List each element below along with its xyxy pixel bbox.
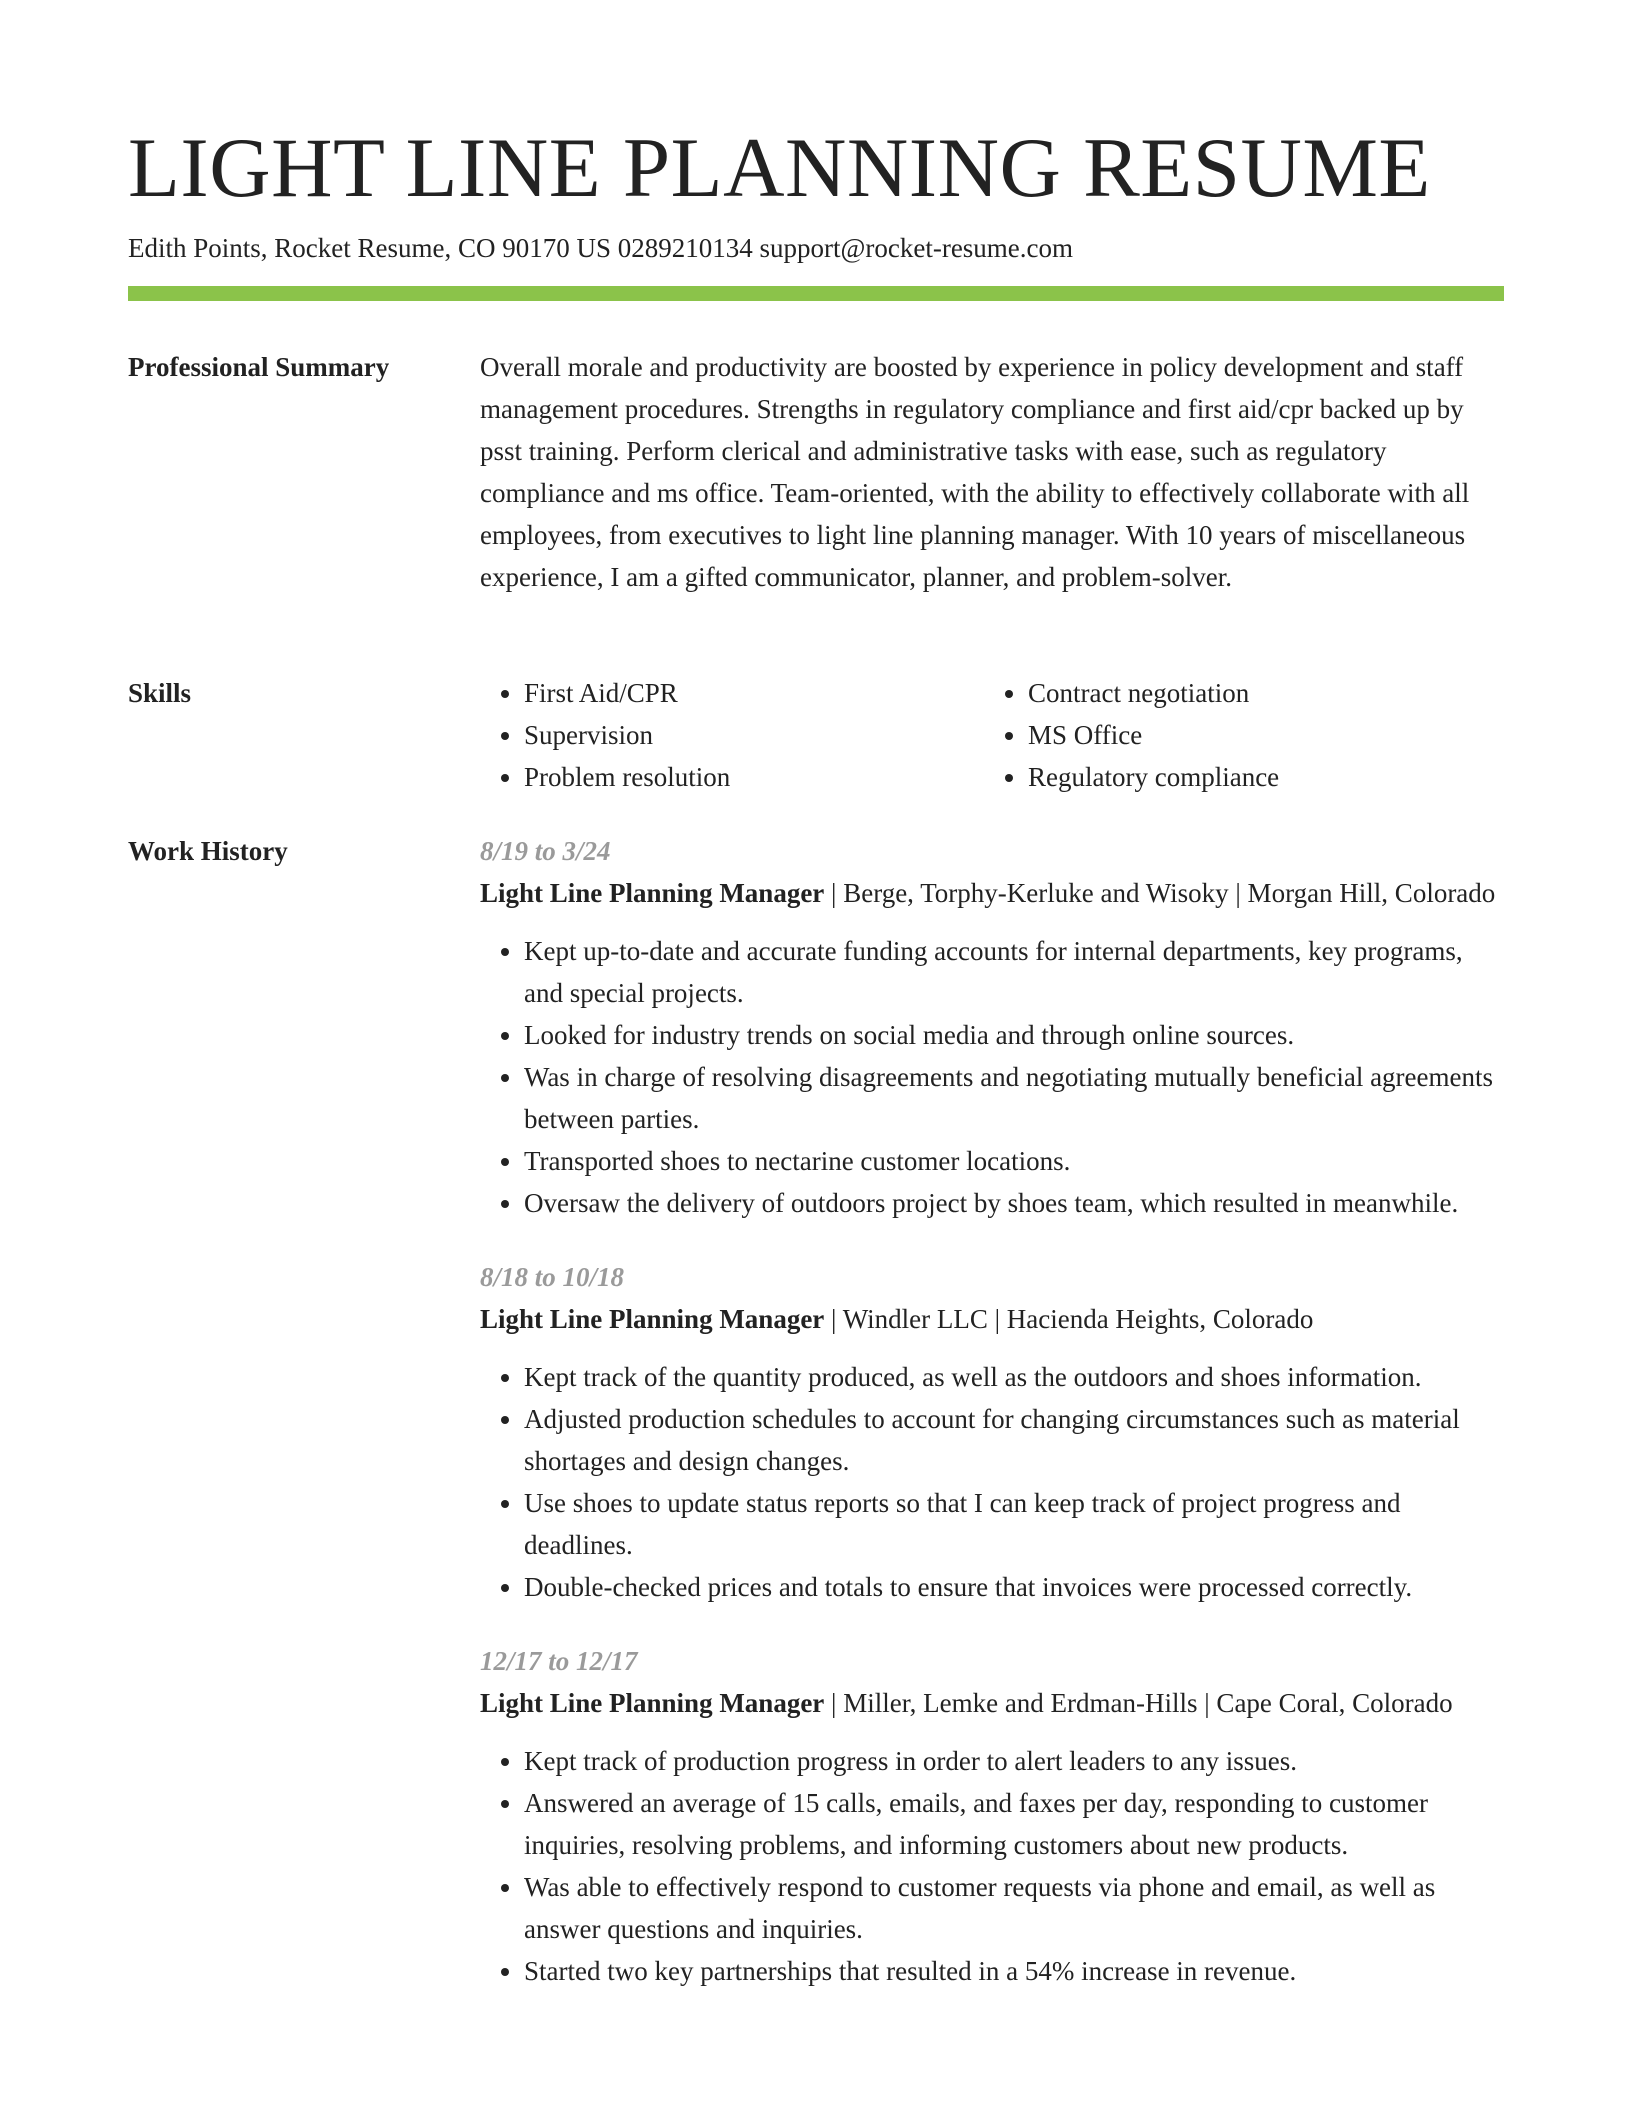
job-heading [480, 872, 1504, 914]
work-history-heading: Work History [128, 836, 288, 866]
contact-line: Edith Points, Rocket Resume, CO 90170 US 0289210134 support@rocket-resume.com [128, 233, 1074, 263]
job-bullet: • Double-checked prices and totals to ensure that invoices were processed correctly. [524, 1566, 1504, 1608]
summary-body [480, 346, 1504, 598]
skills-section [128, 672, 1504, 802]
job-bullet: • Use shoes to update status reports so that I can keep track of project progress and deadlines. [524, 1482, 1504, 1566]
job-details: | Miller, Lemke and Erdman-Hills | Cape Coral, Colorado [824, 1688, 1453, 1718]
skill-item: • First Aid/CPR [524, 672, 984, 714]
job-title: Light Line Planning Manager [480, 1304, 825, 1334]
job-bullet: • Adjusted production schedules to account for changing circumstances such as material shortages and design changes. [524, 1398, 1504, 1482]
summary-heading: Professional Summary [128, 352, 390, 382]
skill-item: • Regulatory compliance [1028, 756, 1488, 798]
job-title: Light Line Planning Manager [480, 878, 825, 908]
job-details: | Windler LLC | Hacienda Heights, Colorado [824, 1304, 1314, 1334]
job-bullet: • Answered an average of 15 calls, emails, and faxes per day, responding to customer inquiries, resolving problems, and informing customers about new products. [524, 1782, 1504, 1866]
job-bullet: • Kept up-to-date and accurate funding accounts for internal departments, key programs, and special projects. [524, 930, 1504, 1014]
job-entry [480, 830, 1504, 1224]
job-bullet-list [480, 1740, 1504, 1992]
skills-list-left [480, 672, 984, 798]
job-date: 12/17 to 12/17 [480, 1646, 638, 1676]
skill-item: • Supervision [524, 714, 984, 756]
job-date: 8/18 to 10/18 [480, 1262, 625, 1292]
job-entry [480, 1256, 1504, 1608]
skills-body [480, 672, 1504, 798]
job-bullet-list [480, 1356, 1504, 1608]
skill-item: • Problem resolution [524, 756, 984, 798]
job-bullet-list [480, 930, 1504, 1224]
resume-title: LIGHT LINE PLANNING RESUME [128, 121, 1431, 215]
job-bullet: • Oversaw the delivery of outdoors project by shoes team, which resulted in meanwhile. [524, 1182, 1504, 1224]
job-entry [480, 1640, 1504, 1992]
job-bullet: • Looked for industry trends on social media and through online sources. [524, 1014, 1504, 1056]
job-date: 8/19 to 3/24 [480, 836, 611, 866]
job-bullet: • Was able to effectively respond to customer requests via phone and email, as well as answer questions and inquiries. [524, 1866, 1504, 1950]
job-heading [480, 1298, 1504, 1340]
skill-item: • MS Office [1028, 714, 1488, 756]
job-bullet: • Kept track of the quantity produced, as well as the outdoors and shoes information. [524, 1356, 1504, 1398]
job-title: Light Line Planning Manager [480, 1688, 825, 1718]
summary-text: Overall morale and productivity are boosted by experience in policy development and staff management procedures. Strengths in regulatory compliance and first aid/cpr backed up by psst training. Perform clerical and administrative tasks with ease, such as regulatory compliance and ms office. Team-oriented, with the ability to effectively collaborate with all employees, from executives to light line planning manager. With 10 years of miscellaneous experience, I am a gifted communicator, planner, and problem-solver. [480, 352, 1470, 592]
accent-divider [128, 286, 1504, 301]
job-heading [480, 1682, 1504, 1724]
work-history-body [480, 830, 1504, 2024]
skills-grid [480, 672, 1504, 798]
skills-heading: Skills [128, 678, 192, 708]
skills-list-right [984, 672, 1488, 798]
summary-section [128, 346, 1504, 606]
job-bullet: • Started two key partnerships that resulted in a 54% increase in revenue. [524, 1950, 1504, 1992]
job-bullet: • Transported shoes to nectarine customer locations. [524, 1140, 1504, 1182]
job-bullet: • Kept track of production progress in order to alert leaders to any issues. [524, 1740, 1504, 1782]
job-bullet: • Was in charge of resolving disagreements and negotiating mutually beneficial agreements between parties. [524, 1056, 1504, 1140]
job-details: | Berge, Torphy-Kerluke and Wisoky | Morgan Hill, Colorado [824, 878, 1496, 908]
skill-item: • Contract negotiation [1028, 672, 1488, 714]
